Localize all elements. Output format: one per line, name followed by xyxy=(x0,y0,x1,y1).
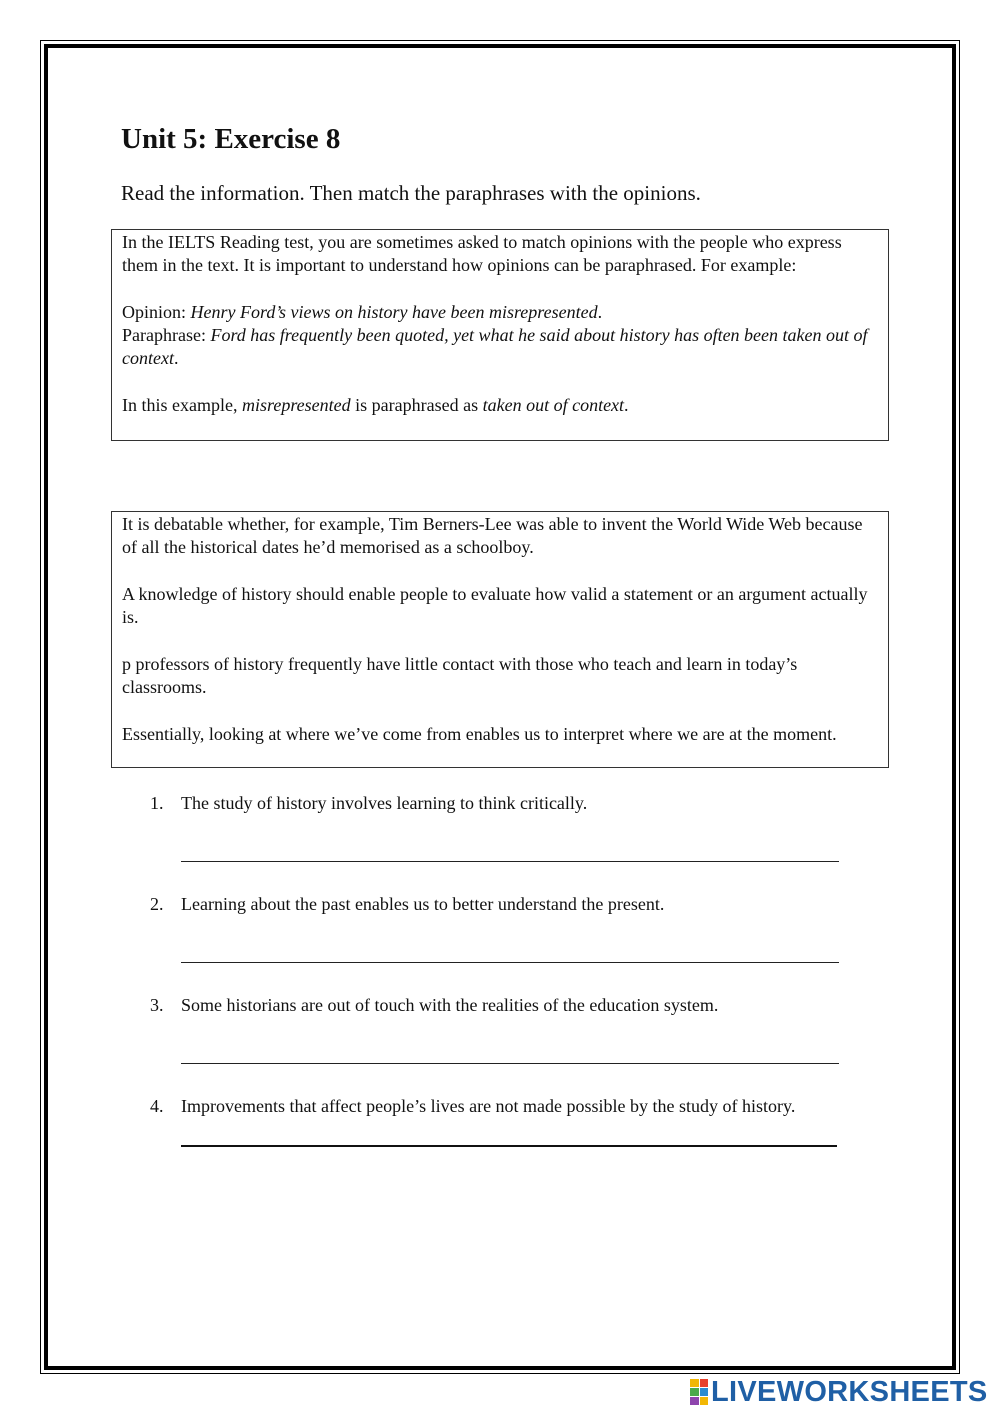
example-end: . xyxy=(624,395,629,416)
instruction-text: Read the information. Then match the paraphrases with the opinions. xyxy=(121,181,701,205)
paraphrase-example xyxy=(122,324,878,371)
opinion-item: Essentially, looking at where we’ve come from enables us to interpret where we are at the moment. xyxy=(122,723,837,744)
question-text: Some historians are out of touch with the realities of the education system. xyxy=(181,995,719,1015)
opinion-item: p professors of history frequently have little contact with those who teach and learn in today’s classrooms. xyxy=(122,653,798,698)
info-box xyxy=(111,229,889,441)
opinion-end: . xyxy=(597,301,603,322)
paraphrase-end: . xyxy=(173,348,179,369)
opinions-box xyxy=(111,511,889,768)
opinion-item: A knowledge of history should enable people to evaluate how valid a statement or an argument actually is. xyxy=(122,583,868,628)
example-explanation xyxy=(122,394,878,417)
answer-line-1[interactable] xyxy=(181,861,839,862)
question-text: Learning about the past enables us to better understand the present. xyxy=(181,894,665,914)
page-title: Unit 5: Exercise 8 xyxy=(121,123,341,155)
answer-line-4[interactable] xyxy=(181,1145,837,1147)
answer-line-2[interactable] xyxy=(181,962,839,963)
example-middle: is paraphrased as xyxy=(355,395,479,416)
liveworksheets-logo-icon xyxy=(690,1379,708,1405)
answer-line-3[interactable] xyxy=(181,1063,839,1064)
opinion-example-text: Henry Ford’s views on history have been misrepresented xyxy=(190,301,598,322)
example-prefix: In this example, xyxy=(122,395,238,416)
liveworksheets-logo xyxy=(690,1378,988,1406)
opinion-example xyxy=(122,301,878,324)
question-number: 1. xyxy=(150,793,164,813)
question-text: Improvements that affect people’s lives are not made possible by the study of history. xyxy=(181,1096,796,1116)
question-number: 4. xyxy=(150,1096,164,1116)
liveworksheets-logo-text: LIVEWORKSHEETS xyxy=(711,1376,988,1408)
question-number: 3. xyxy=(150,995,164,1015)
opinion-item: It is debatable whether, for example, Tim Berners-Lee was able to invent the World Wide Web because of all the historical dates he’d memorised as a schoolboy. xyxy=(122,514,863,558)
opinion-label: Opinion: xyxy=(122,301,187,322)
example-term-misrepresented: misrepresented xyxy=(241,395,351,416)
paraphrase-label: Paraphrase: xyxy=(122,325,206,346)
info-intro: In the IELTS Reading test, you are sometimes asked to match opinions with the people who express them in the text. It is important to understand how opinions can be paraphrased. For example: xyxy=(122,232,842,276)
question-text: The study of history involves learning to think critically. xyxy=(181,793,588,813)
question-number: 2. xyxy=(150,894,164,914)
paraphrase-example-text: Ford has frequently been quoted, yet what he said about history has often been taken out of context xyxy=(122,325,868,369)
example-term-context: taken out of context xyxy=(482,395,625,416)
